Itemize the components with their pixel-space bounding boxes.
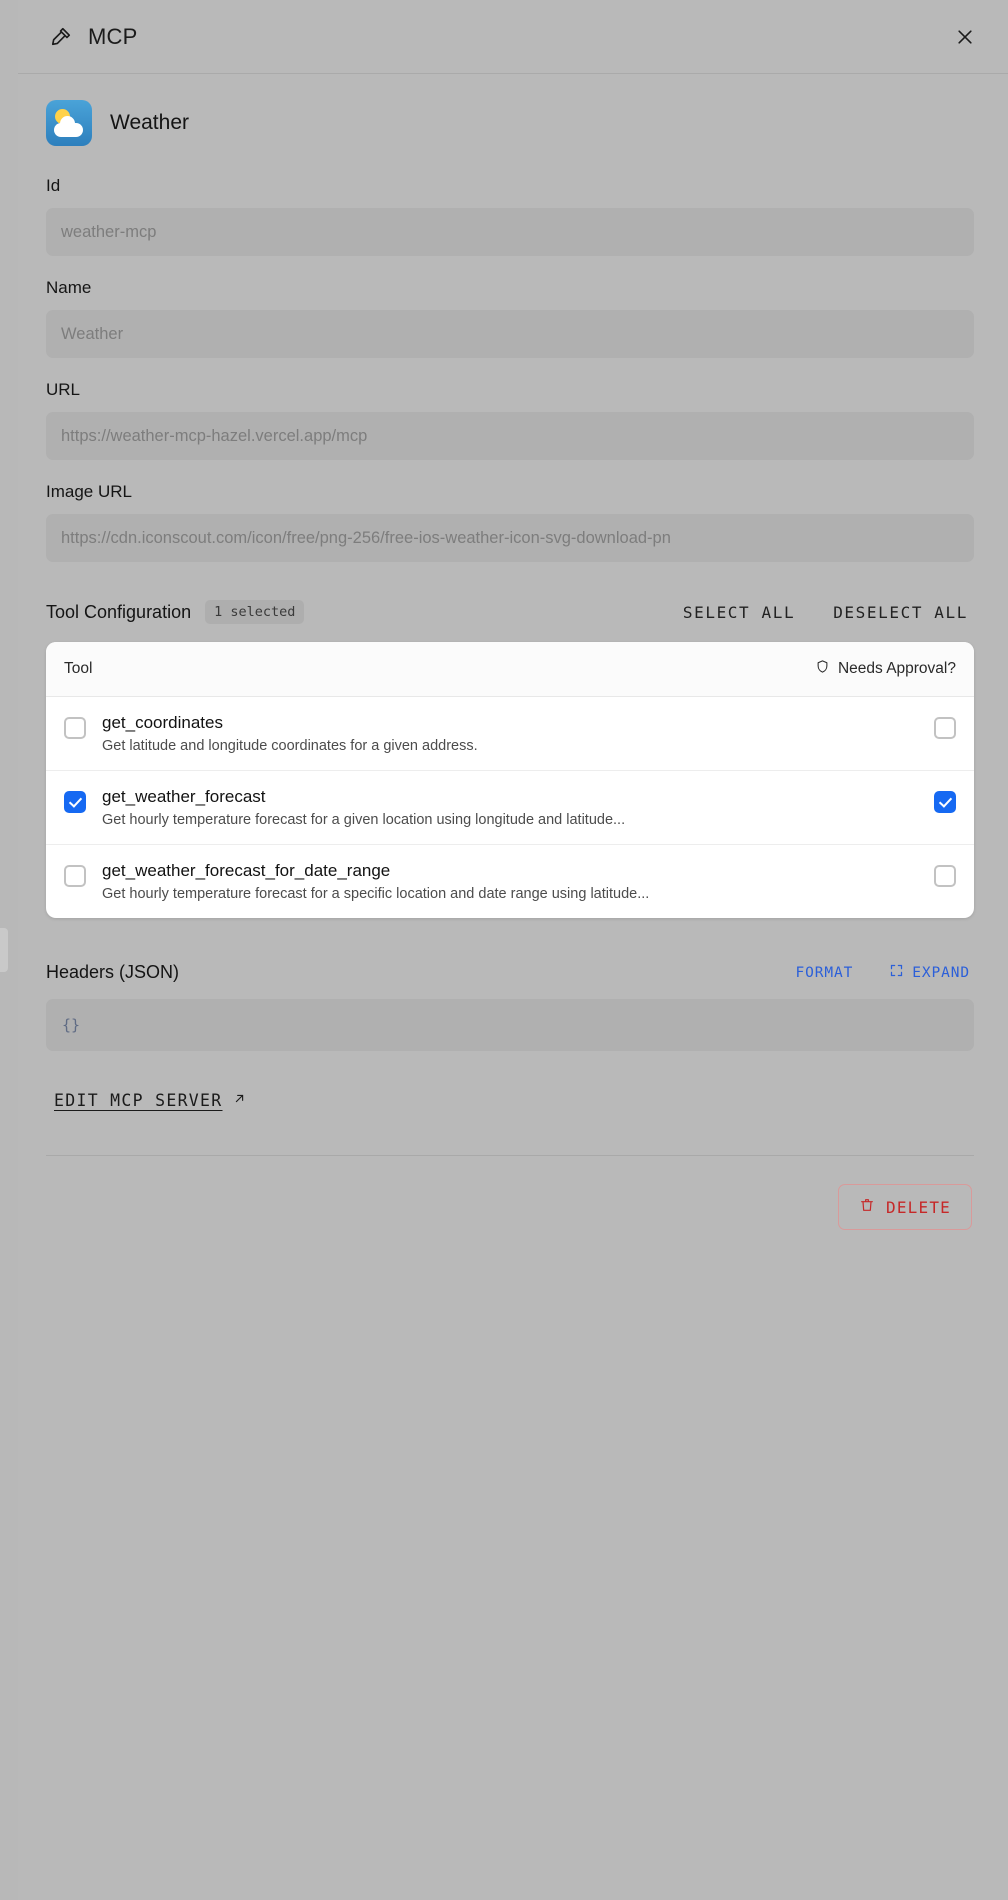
select-all-button[interactable]: SELECT ALL xyxy=(682,602,796,622)
tool-name: get_weather_forecast_for_date_range xyxy=(102,861,391,880)
table-row[interactable] xyxy=(46,845,974,918)
image-url-input[interactable]: https://cdn.iconscout.com/icon/free/png-256/free-ios-weather-icon-svg-download-pn xyxy=(46,514,974,562)
drawer-resize-handle[interactable] xyxy=(0,928,8,972)
field-id xyxy=(32,176,988,256)
tool-list-header xyxy=(46,642,974,697)
table-row[interactable] xyxy=(46,771,974,845)
column-header-tool: Tool xyxy=(64,660,93,677)
column-header-approval-label: Needs Approval? xyxy=(837,660,956,677)
field-url xyxy=(32,380,988,460)
external-link-icon xyxy=(232,1091,247,1110)
delete-button[interactable] xyxy=(838,1184,972,1230)
expand-label: EXPAND xyxy=(912,964,970,981)
dialog-titlebar xyxy=(18,0,1008,74)
tool-select-checkbox[interactable] xyxy=(64,791,86,813)
hammer-icon xyxy=(48,24,74,50)
field-label: Id xyxy=(46,176,61,195)
edit-mcp-server-label: EDIT MCP SERVER xyxy=(54,1091,223,1110)
url-input[interactable]: https://weather-mcp-hazel.vercel.app/mcp xyxy=(46,412,974,460)
deselect-all-button[interactable]: DESELECT ALL xyxy=(833,602,968,622)
server-name: Weather xyxy=(110,111,189,134)
table-row[interactable] xyxy=(46,697,974,771)
tool-configuration-actions xyxy=(683,603,974,622)
format-button[interactable] xyxy=(795,965,853,981)
headers-title: Headers (JSON) xyxy=(46,962,180,982)
tool-approval-checkbox[interactable] xyxy=(934,865,956,887)
id-input[interactable]: weather-mcp xyxy=(46,208,974,256)
mcp-panel xyxy=(18,0,1008,1900)
tool-configuration-title: Tool Configuration xyxy=(46,601,192,622)
tool-approval-checkbox[interactable] xyxy=(934,717,956,739)
tool-info xyxy=(86,861,934,902)
tool-name: get_coordinates xyxy=(102,713,223,732)
server-header xyxy=(32,74,988,154)
tool-configuration-header xyxy=(32,600,988,624)
field-name xyxy=(32,278,988,358)
name-input[interactable]: Weather xyxy=(46,310,974,358)
tool-approval-checkbox[interactable] xyxy=(934,791,956,813)
field-image-url xyxy=(32,482,988,562)
tool-select-checkbox[interactable] xyxy=(64,865,86,887)
expand-icon xyxy=(889,963,904,982)
delete-label: DELETE xyxy=(886,1197,951,1217)
column-header-approval xyxy=(815,659,956,679)
tool-description: Get latitude and longitude coordinates for a given address. xyxy=(102,738,478,754)
tool-description: Get hourly temperature forecast for a specific location and date range using latitude... xyxy=(102,886,650,902)
tool-description: Get hourly temperature forecast for a given location using longitude and latitude... xyxy=(102,812,626,828)
tool-select-checkbox[interactable] xyxy=(64,717,86,739)
tool-list-card xyxy=(46,642,974,918)
expand-button[interactable] xyxy=(889,963,970,982)
tool-name: get_weather_forecast xyxy=(102,787,266,806)
selected-count-badge: 1 selected xyxy=(205,600,304,624)
field-label: Image URL xyxy=(46,482,132,501)
trash-icon xyxy=(859,1197,875,1217)
headers-section-header xyxy=(32,962,988,983)
dialog-title: MCP xyxy=(88,23,138,49)
format-label: FORMAT xyxy=(795,964,854,981)
edit-mcp-server-link[interactable] xyxy=(54,1091,247,1110)
headers-json-input[interactable]: {} xyxy=(46,999,974,1051)
tool-info xyxy=(86,713,934,754)
field-label: URL xyxy=(46,380,81,399)
headers-actions xyxy=(795,963,974,982)
panel-content xyxy=(18,74,1008,1230)
panel-footer xyxy=(32,1156,988,1230)
field-label: Name xyxy=(46,278,92,297)
weather-icon xyxy=(46,100,92,146)
tool-info xyxy=(86,787,934,828)
close-icon[interactable] xyxy=(948,20,982,54)
shield-icon xyxy=(815,659,830,679)
